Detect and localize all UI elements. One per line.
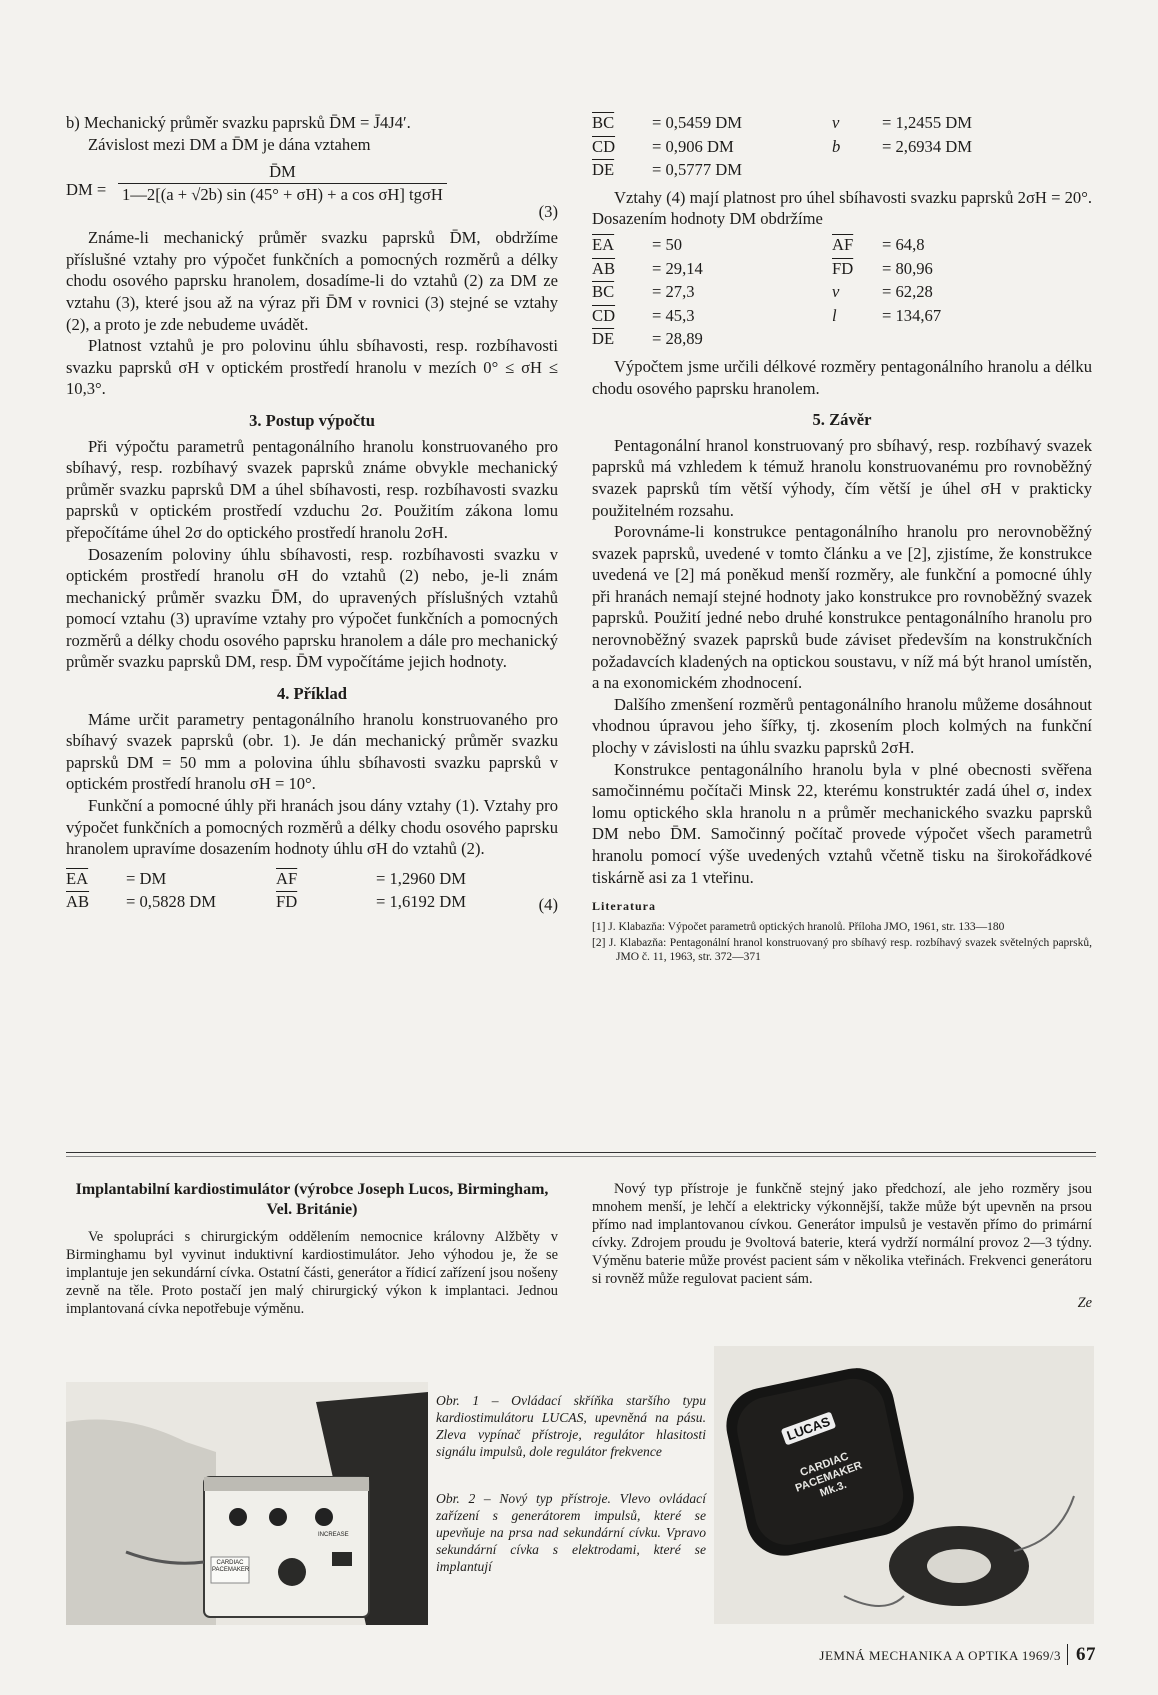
device-knob-label: INCREASE [318, 1532, 349, 1538]
paragraph: Pentagonální hranol konstruovaný pro sbíhavý, resp. rozbíhavý svazek paprsků má vzhledem k témuž hranolu konstruovanému pro rovnoběžný svazek paprsků tím větší výhody, čím větší je úhel σH v prakticky použitelném rozsahu. [592, 435, 1092, 520]
paragraph: Dalšího zmenšení rozměrů pentagonálního hranolu můžeme dosáhnout vhodnou úpravou jeho šířky, tj. zkosením ploch kolmých na funkční plochy v závislosti na úhlu svazku paprsků 2σH. [592, 694, 1092, 758]
news-left-column [66, 1180, 558, 1318]
news-signature: Ze [1077, 1295, 1092, 1311]
eq-value: = DM [126, 868, 167, 888]
equation-4 [66, 868, 558, 913]
paragraph: Výpočtem jsme určili délkové rozměry pentagonálního hranolu a délku chodu osového paprsku hranolem. [592, 356, 1092, 398]
eq-label: $\overline{AF}$ [276, 868, 298, 888]
eq-denominator: 1—2[(a + √2b) sin (45° + σH) + a cos σH] tgσH [122, 184, 443, 204]
equation-table [66, 868, 558, 913]
eq-value: = 0,5459 DM [652, 113, 743, 132]
paragraph: Známe-li mechanický průměr svazku paprsků D̄M, obdržíme příslušné vztahy pro výpočet funkčních a pomocných rozměrů a délky chodu osového paprsku hranolem, dosadíme-li do vztahů (2) za DM ze vztahu (3), které jsou až na výraz při D̄M v rovnici (3) stejné se vztahy (2), a proto je zde nebudeme uvádět. [66, 228, 558, 334]
eq-value: = 0,5828 DM [126, 892, 217, 912]
paragraph: b) Mechanický průměr svazku paprsků D̄M = J̄4J4′. [66, 113, 411, 132]
eq-label: $\overline{EA}$ [592, 234, 615, 254]
section-heading: 4. Příklad [276, 684, 348, 704]
eq-value: = 80,96 [882, 258, 933, 278]
paragraph: Vztahy (4) mají platnost pro úhel sbíhavosti svazku paprsků 2σH = 20°. Dosazením hodnoty DM obdržíme [592, 187, 1092, 229]
eq-value: = 28,89 [652, 329, 703, 349]
paragraph: Platnost vztahů je pro polovinu úhlu sbíhavosti, resp. rozbíhavosti svazku paprsků σH v optickém prostředí hranolu v mezích 0° ≤ σH ≤ 10,3°. [66, 336, 558, 399]
eq-label: $\overline{FD}$ [832, 258, 854, 278]
left-column [66, 112, 558, 919]
eq-value: = 0,906 DM [652, 136, 734, 156]
equation-3 [66, 161, 558, 222]
section-divider [66, 1152, 1096, 1153]
news-paragraph: Nový typ přístroje je funkčně stejný jako předchozí, ale jeho rozměry jsou mnohem menší, je lehčí a elektricky výkonnější, takže může být upevněn na prsou přímo nad implantovanou cívkou. Generátor impulsů je vestavěn přímo do primární cívky. Zdrojem proudu je 9voltová baterie, která vydrží normální provoz 2—3 týdny. Výměnu baterie může provést pacient sám v několika vteřinách. Frekvenci generátoru si rovněž může regulovat pacient sám. [592, 1181, 1092, 1287]
pacemaker-model: CARDIAC PACEMAKER Mk.3. [793, 1450, 864, 1500]
right-column [592, 112, 1092, 964]
eq-value: = 134,67 [882, 305, 942, 325]
eq-label: $\overline{DE}$ [592, 160, 615, 180]
reference-item: [2] J. Klabazňa: Pentagonální hranol konstruovaný pro sbíhavý resp. rozbíhavý svazek světelných paprsků, JMO č. 11, 1963, str. 372—371 [592, 936, 1092, 963]
eq-numerator: D̄M [118, 161, 447, 184]
section-heading: 3. Postup výpočtu [249, 410, 375, 430]
eq-label: $\overline{DE}$ [592, 329, 615, 349]
photo-control-box [66, 1382, 428, 1625]
eq-label: $\overline{EA}$ [66, 868, 89, 888]
device-label: CARDIAC PACEMAKER [212, 1560, 250, 1573]
pacemaker-illustration [714, 1346, 1094, 1624]
eq-value: = 1,2960 DM [376, 868, 467, 888]
page-footer [819, 1644, 1096, 1666]
news-title: Implantabilní kardiostimulátor (výrobce Joseph Lucos, Birmingham, Vel. Británie) [75, 1181, 549, 1218]
equation-table [592, 234, 1092, 350]
eq-label: $\overline{BC}$ [592, 113, 615, 132]
news-right-column [592, 1180, 1092, 1312]
eq-lhs: DM = [66, 180, 107, 200]
eq-label: $\overline{AF}$ [832, 234, 854, 254]
pacemaker-brand: LUCAS [781, 1411, 836, 1445]
paragraph: Dosazením poloviny úhlu sbíhavosti, resp. rozbíhavosti svazku v optickém prostředí hranolu σH do vztahů (2) nebo, je-li znám mechanický průměr svazku D̄M, do upravených příslušných vztahů pomocí vztahu (3) upravíme vztahy pro výpočet funkčních a pomocných rozměrů a délky chodu osového paprsku hranolem a dále pro mechanický průměr svazku paprsků DM, resp. D̄M vypočítáme jejich hodnoty. [66, 544, 558, 672]
eq-label: $\overline{AB}$ [66, 892, 90, 912]
eq-value: = 0,5777 DM [652, 160, 743, 180]
eq-label: v [832, 113, 840, 132]
eq-number: (3) [538, 202, 558, 222]
paragraph: Při výpočtu parametrů pentagonálního hranolu konstruovaného pro sbíhavý, resp. rozbíhavý svazek paprsků známe obvykle mechanický průměr svazku paprsků DM a úhel sbíhavosti, resp. rozbíhavosti svazku paprsků v optickém prostředí vzduchu 2σ. Použitím zákona lomu přepočítáme úhel 2σ do optického prostředí hranolu 2σH. [66, 436, 558, 542]
eq-label: $\overline{AB}$ [592, 258, 616, 278]
reference-item: [1] J. Klabazňa: Výpočet parametrů optických hranolů. Příloha JMO, 1961, str. 133—180 [592, 920, 1005, 933]
eq-label: $\overline{CD}$ [592, 305, 616, 325]
news-paragraph: Ve spolupráci s chirurgickým oddělením nemocnice královny Alžběty v Birminghamu byl vyvinut induktivní kardiostimulátor. Jeho výhodou je, že se implantuje jen sekundární cívka. Ostatní části, generátor a řídicí zařízení jsou nošeny zevně na těle. Proto postačí jen malý chirurgický výkon k implantaci. Jednou implantovaná cívka nepotřebuje výměnu. [66, 1229, 558, 1317]
eq-value: = 1,6192 DM [376, 892, 467, 912]
equation-table [592, 112, 1092, 181]
control-box-illustration [66, 1382, 428, 1625]
eq-value: = 64,8 [882, 234, 925, 254]
eq-label: $\overline{CD}$ [592, 136, 616, 156]
eq-value: = 62,28 [882, 282, 933, 302]
eq-value: = 45,3 [652, 305, 695, 325]
eq-value: = 50 [652, 234, 683, 254]
section-heading: 5. Závěr [812, 410, 872, 430]
eq-fraction [118, 161, 447, 205]
journal-name: JEMNÁ MECHANIKA A OPTIKA 1969/3 [819, 1648, 1061, 1663]
page-number: 67 [1067, 1644, 1096, 1665]
figure-1-caption: Obr. 1 – Ovládací skříňka staršího typu kardiostimulátoru LUCAS, upevněná na pásu. Zleva vypínač přístroje, regulátor hlasitosti signálu impulsů, dole regulátor frekvence [436, 1393, 706, 1459]
paragraph: Závislost mezi DM a D̄M je dána vztahem [88, 134, 371, 154]
eq-value: = 2,6934 DM [882, 136, 973, 156]
eq-number: (4) [538, 894, 558, 914]
paragraph: Máme určit parametry pentagonálního hranolu konstruovaného pro sbíhavý svazek paprsků (obr. 1). Je dán mechanický průměr svazku paprsků DM = 50 mm a polovina úhlu sbíhavosti svazku paprsků v optickém prostředí hranolu σH = 10°. [66, 709, 558, 794]
eq-label: b [832, 136, 841, 156]
references-heading: Literatura [592, 899, 656, 914]
figure-2-caption: Obr. 2 – Nový typ přístroje. Vlevo ovládací zařízení s generátorem impulsů, které se upevňuje na prsa nad sekundární cívku. Vpravo sekundární cívka s elektrodami, které se implantují [436, 1491, 706, 1574]
paragraph: Konstrukce pentagonálního hranolu byla v plné obecnosti svěřena samočinnému počítači Minsk 22, kterému konstruktér zadá úhel σ, index lomu optického skla hranolu n a průměr mechanického svazku paprsků DM nebo D̄M. Samočinný počítač provede výpočet všech parametrů hranolu pomocí výše uvedených vztahů včetně tisku na širokořádkové tiskárně asi za 1 vteřinu. [592, 759, 1092, 887]
paragraph: Funkční a pomocné úhly při hranách jsou dány vztahy (1). Vztahy pro výpočet funkčních a pomocných rozměrů a délky chodu osového paprsku hranolem upravíme dosazením hodnoty úhlu σH do vztahů (2). [66, 796, 558, 859]
eq-label: v [832, 282, 840, 302]
eq-label: $\overline{BC}$ [592, 282, 615, 302]
eq-label: $\overline{FD}$ [276, 892, 298, 912]
paragraph: Porovnáme-li konstrukce pentagonálního hranolu pro nerovnoběžný svazek paprsků, uvedené v tomto článku a ve [2], zjistíme, že konstrukce uvedená ve [2] má poněkud menší rozměry, ale funkční a pomocné úhly při hranách nemají stejné hodnoty jako konstrukce pro rovnoběžný svazek paprsků. Použití jedné nebo druhé konstrukce pentagonálního hranolu pro nerovnoběžný svazek paprsků bude záviset především na konstrukčních požadavcích kladených na optickou soustavu, v níž má být hranol umístěn, a na exonomickém zhodnocení. [592, 522, 1092, 693]
eq-value: = 29,14 [652, 258, 703, 278]
section-divider [66, 1156, 1096, 1157]
eq-value: = 27,3 [652, 282, 695, 302]
eq-value: = 1,2455 DM [882, 113, 973, 132]
photo-new-pacemaker [714, 1346, 1094, 1624]
eq-label: l [832, 305, 837, 325]
